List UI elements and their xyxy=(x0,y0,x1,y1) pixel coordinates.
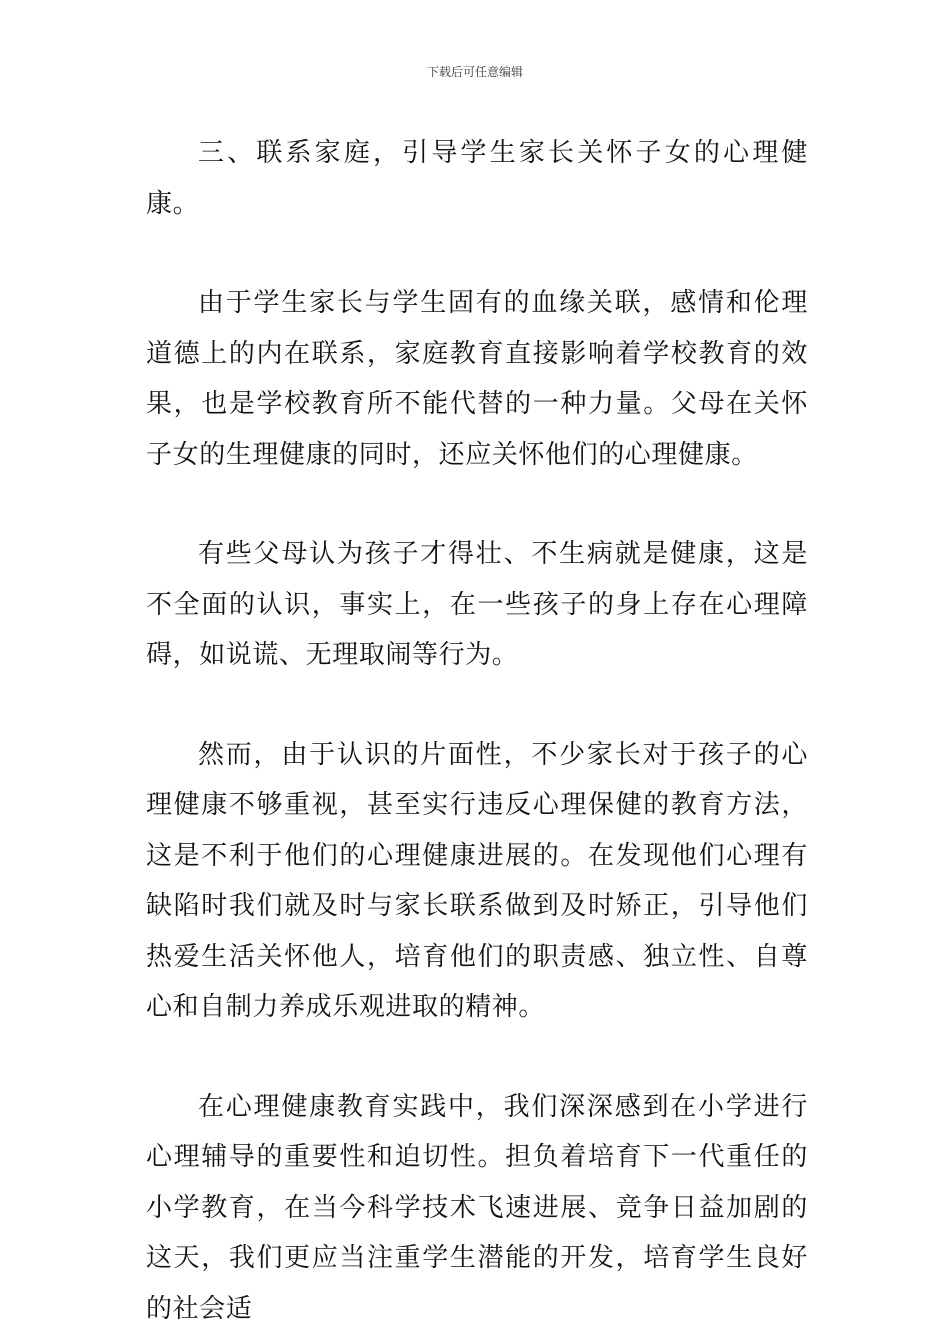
paragraph-parent-neglect: 然而，由于认识的片面性，不少家长对于孩子的心理健康不够重视，甚至实行违反心理保健的教育方法，这是不利于他们的心理健康进展的。在发现他们心理有缺陷时我们就及时与家长联系做到及时矫正，引导他们热爱生活关怀他人，培育他们的职责感、独立性、自尊心和自制力养成乐观进取的精神。 xyxy=(146,739,808,1022)
header-note: 下载后可任意编辑 xyxy=(426,65,523,79)
paragraph-family-education: 由于学生家长与学生固有的血缘关联，感情和伦理道德上的内在联系，家庭教育直接影响着学校教育的效果，也是学校教育所不能代替的一种力量。父母在关怀子女的生理健康的同时，还应关怀他们的心理健康。 xyxy=(146,288,808,470)
paragraph-parent-views: 有些父母认为孩子才得壮、不生病就是健康，这是不全面的认识，事实上，在一些孩子的身上存在心理障碍，如说谎、无理取闹等行为。 xyxy=(146,539,808,670)
section-heading: 三、联系家庭，引导学生家长关怀子女的心理健康。 xyxy=(146,138,808,219)
paragraph-practice: 在心理健康教育实践中，我们深深感到在小学进行心理辅导的重要性和迫切性。担负着培育下一代重任的小学教育，在当今科学技术飞速进展、竞争日益加剧的这天，我们更应当注重学生潜能的开发，培育学生良好的社会适 xyxy=(146,1091,808,1324)
document-body xyxy=(146,128,808,1334)
page-header xyxy=(0,64,950,80)
